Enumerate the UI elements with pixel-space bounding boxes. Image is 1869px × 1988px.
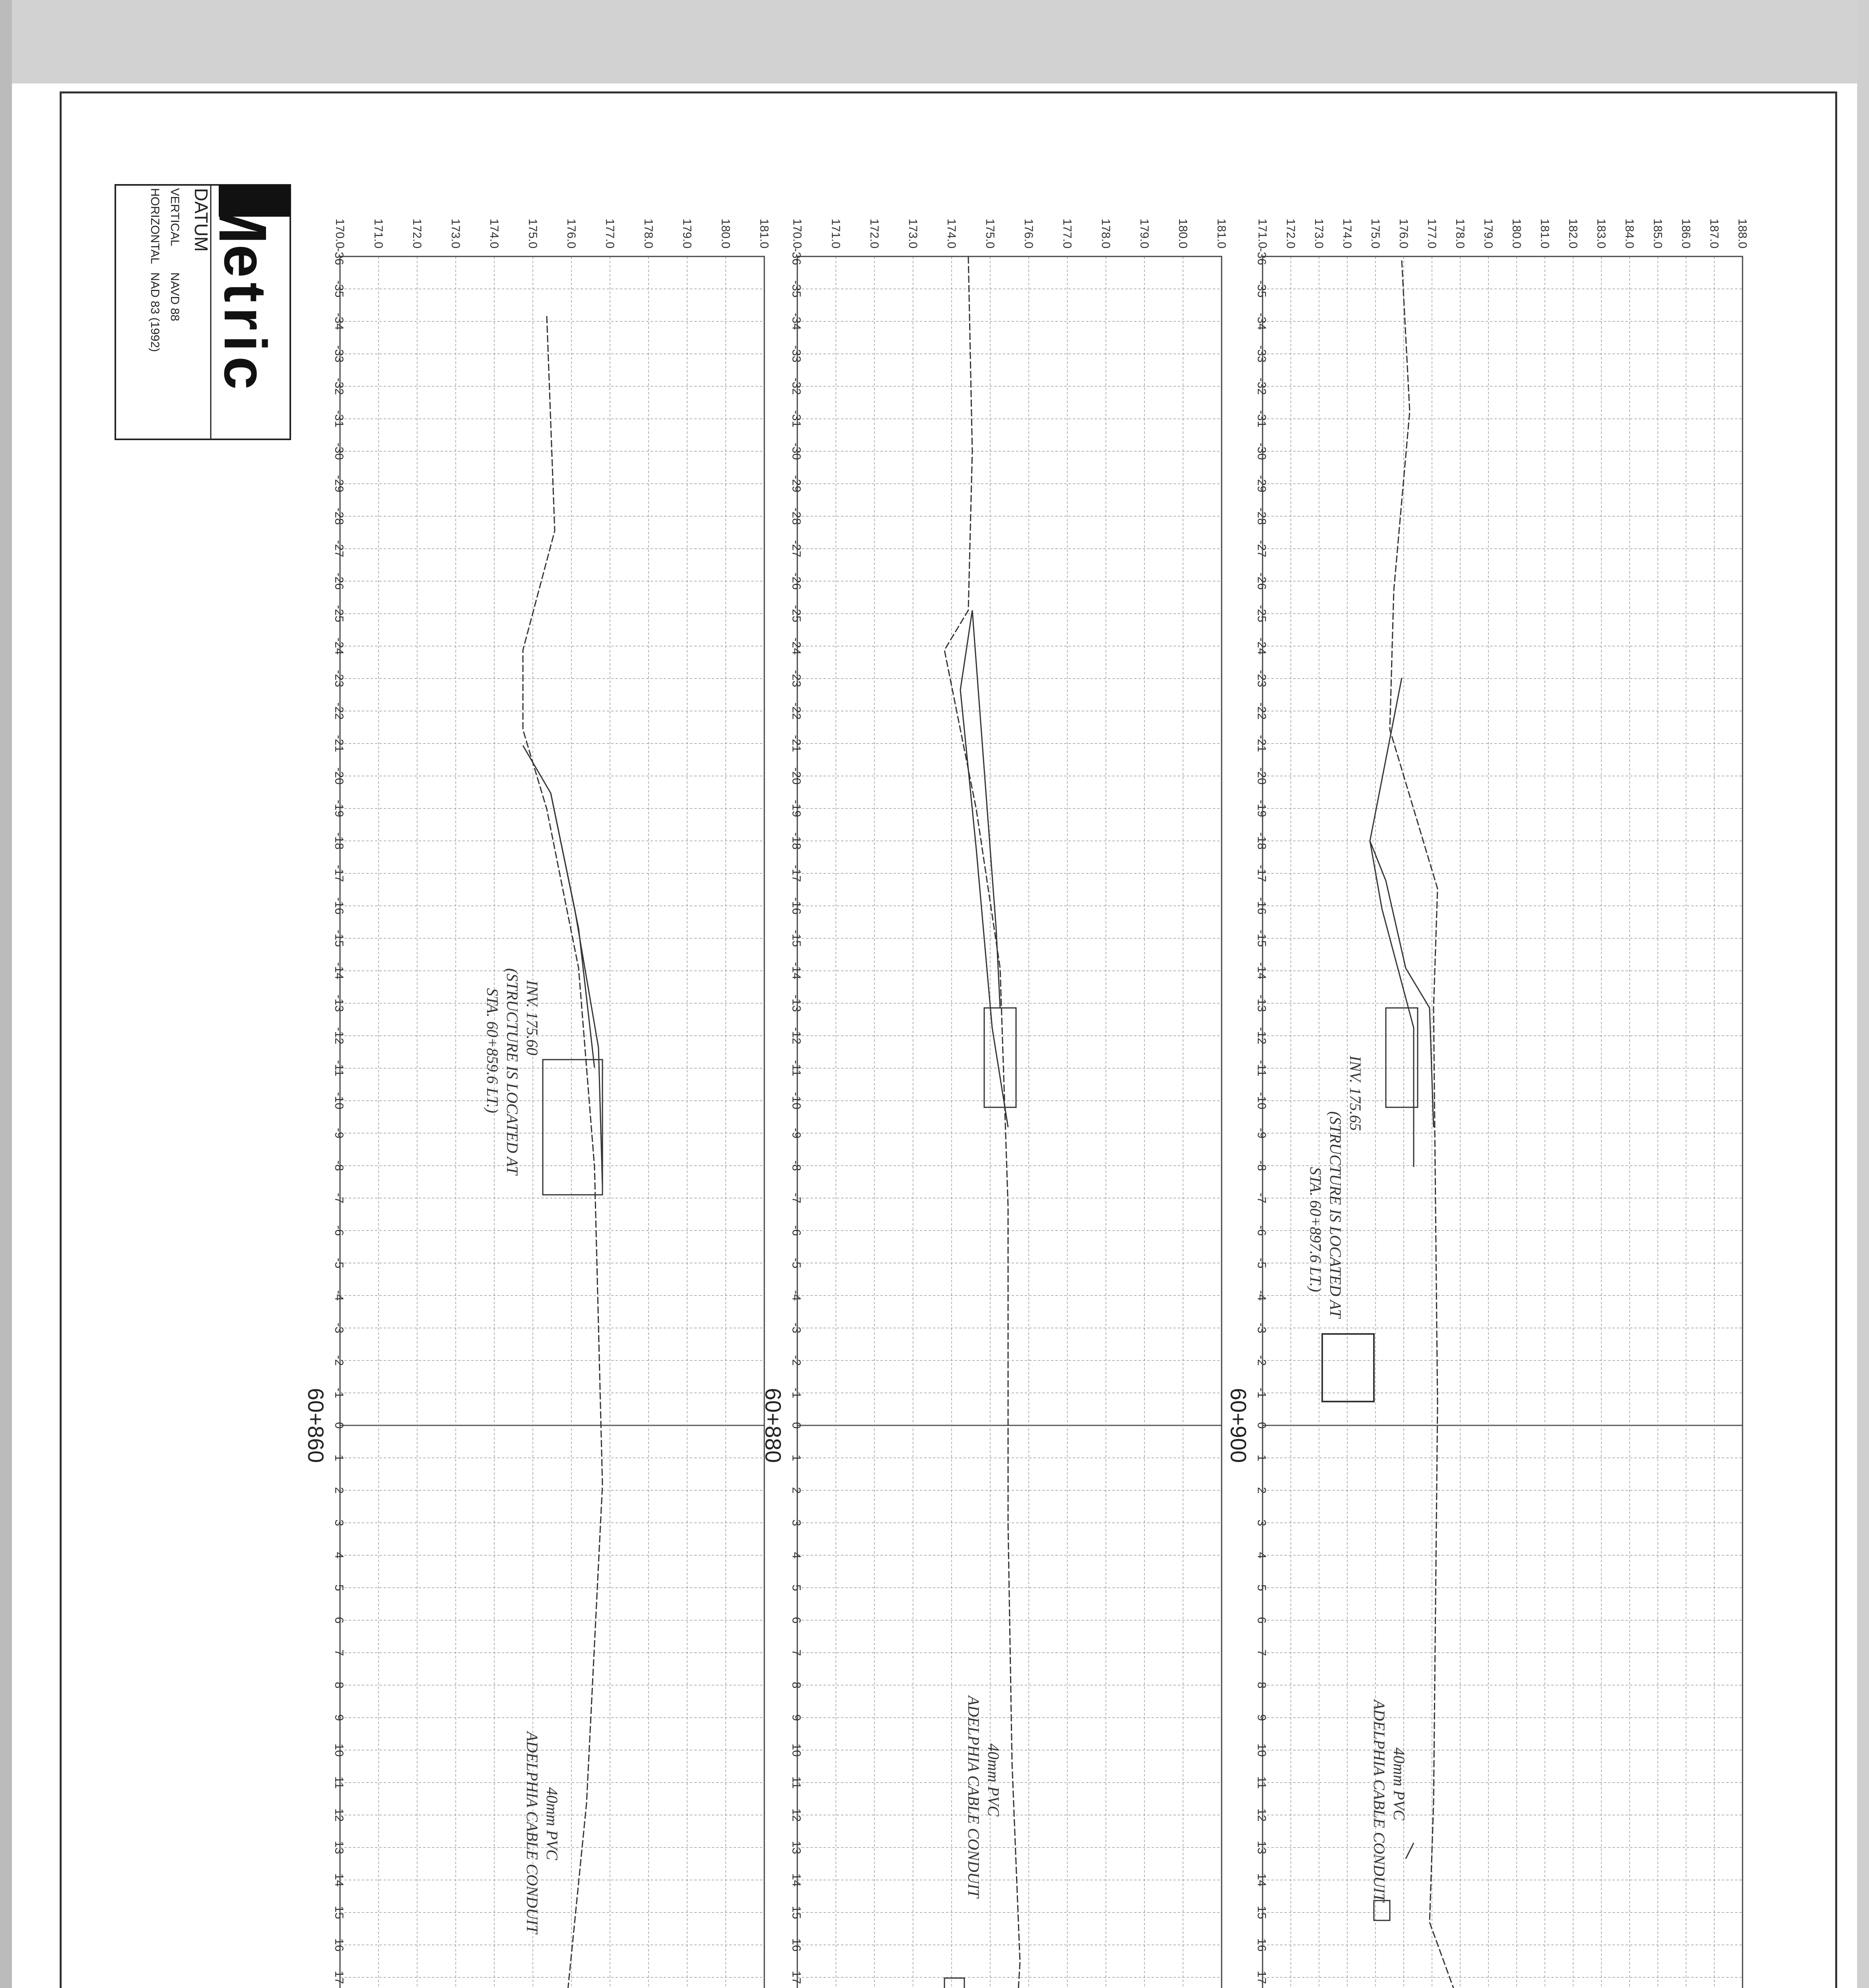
elevation-label: 177.0 bbox=[603, 218, 616, 248]
offset-label: 0 bbox=[332, 1422, 346, 1429]
inv-note-60900: INV. 175.65 bbox=[1346, 1056, 1364, 1131]
offset-label: 9 bbox=[1255, 1714, 1268, 1721]
offset-label: -10 bbox=[790, 1092, 803, 1110]
drawing-sheet bbox=[60, 91, 1837, 1988]
offset-label: -24 bbox=[790, 637, 803, 655]
elevation-label: 174.0 bbox=[488, 218, 501, 248]
conduit-note-60900-line1: 40mm PVC bbox=[1390, 1747, 1408, 1821]
inv-note-60860: INV. 175.60 bbox=[523, 980, 541, 1056]
elevation-label: 172.0 bbox=[410, 218, 424, 248]
offset-label: -19 bbox=[332, 800, 346, 817]
offset-label: -29 bbox=[332, 475, 346, 493]
conduit-note-60880-line2: ADELPHIA CABLE CONDUIT bbox=[965, 1696, 983, 1898]
scan-border-left bbox=[0, 0, 12, 1988]
offset-label: -17 bbox=[1255, 864, 1268, 882]
offset-label: -8 bbox=[1255, 1160, 1268, 1171]
metric-logo-text: etric bbox=[212, 245, 279, 394]
offset-label: -18 bbox=[332, 832, 346, 850]
elevation-label: 179.0 bbox=[680, 218, 694, 248]
offset-label: 8 bbox=[790, 1681, 803, 1689]
offset-label: 7 bbox=[332, 1649, 346, 1656]
offset-label: 3 bbox=[332, 1519, 346, 1526]
conduit-note-60880-line1: 40mm PVC bbox=[985, 1743, 1002, 1817]
offset-label: -28 bbox=[790, 507, 803, 525]
offset-label: -7 bbox=[332, 1192, 346, 1204]
offset-label: -5 bbox=[332, 1258, 346, 1269]
structure-box-60880 bbox=[984, 1008, 1016, 1107]
elevation-label: 181.0 bbox=[1538, 218, 1551, 248]
offset-label: -18 bbox=[1255, 832, 1268, 850]
offset-label: 8 bbox=[1255, 1681, 1268, 1689]
datum-vertical-value: NAVD 88 bbox=[168, 272, 181, 321]
offset-label: -30 bbox=[1255, 443, 1268, 460]
offset-label: 17 bbox=[1255, 1971, 1268, 1984]
offset-label: 0 bbox=[790, 1422, 803, 1429]
offset-label: -27 bbox=[1255, 540, 1268, 557]
offset-label: -13 bbox=[790, 994, 803, 1012]
offset-label: -23 bbox=[1255, 670, 1268, 687]
offset-labels-60860 bbox=[332, 248, 346, 1988]
offset-label: 15 bbox=[1255, 1906, 1268, 1919]
offset-label: 12 bbox=[1255, 1808, 1268, 1822]
panel-60880-notes bbox=[889, 1695, 1002, 1988]
offset-label: 13 bbox=[332, 1840, 346, 1854]
elevation-label: 170.0 bbox=[333, 218, 346, 248]
elevation-label: 176.0 bbox=[565, 218, 578, 248]
elevation-label: 184.0 bbox=[1623, 218, 1636, 248]
offset-label: -31 bbox=[332, 410, 346, 428]
offset-label: -6 bbox=[332, 1225, 346, 1236]
elevation-label: 180.0 bbox=[1176, 218, 1189, 248]
conduit-note-60860-line1: 40mm PVC bbox=[543, 1787, 561, 1860]
conduit-note-60860-line2: ADELPHIA CABLE CONDUIT bbox=[523, 1732, 541, 1934]
elevation-label: 177.0 bbox=[1061, 218, 1074, 248]
elevation-label: 173.0 bbox=[1312, 218, 1325, 248]
offset-label: 11 bbox=[332, 1776, 346, 1789]
datum-horizontal-label: HORIZONTAL bbox=[148, 188, 161, 264]
datum-block bbox=[115, 185, 290, 439]
elevation-label: 186.0 bbox=[1679, 218, 1692, 248]
grid-60860 bbox=[340, 256, 764, 1988]
elevation-label: 174.0 bbox=[945, 218, 958, 248]
datum-title: DATUM bbox=[191, 188, 212, 252]
offset-label: -24 bbox=[332, 637, 346, 655]
offset-label: 2 bbox=[790, 1487, 803, 1494]
offset-label: -20 bbox=[332, 767, 346, 785]
offset-label: -9 bbox=[790, 1128, 803, 1139]
elevation-label: 174.0 bbox=[1341, 218, 1354, 248]
offset-label: -23 bbox=[790, 670, 803, 687]
offset-label: 13 bbox=[790, 1840, 803, 1854]
offset-label: 14 bbox=[790, 1873, 803, 1887]
panel-60900-notes bbox=[1307, 1055, 1628, 1988]
offset-label: -25 bbox=[332, 605, 346, 623]
offset-label: -17 bbox=[332, 864, 346, 882]
elevation-label: 178.0 bbox=[1099, 218, 1112, 248]
elevation-label: 171.0 bbox=[1256, 218, 1269, 248]
offset-label: -35 bbox=[1255, 280, 1268, 298]
offset-label: 3 bbox=[1255, 1519, 1268, 1526]
conduit-box-60880 bbox=[944, 1978, 964, 1988]
elevation-label: 183.0 bbox=[1595, 218, 1608, 248]
offset-label: -15 bbox=[790, 930, 803, 947]
elevation-label: 185.0 bbox=[1651, 218, 1664, 248]
offset-label: -33 bbox=[1255, 345, 1268, 363]
offset-label: -22 bbox=[332, 702, 346, 720]
offset-label: -16 bbox=[790, 897, 803, 915]
elevation-label: 182.0 bbox=[1566, 218, 1580, 248]
offset-label: 10 bbox=[1255, 1743, 1268, 1757]
elevation-label: 180.0 bbox=[719, 218, 732, 248]
elevation-label: 175.0 bbox=[526, 218, 539, 248]
offset-label: 9 bbox=[332, 1714, 346, 1721]
offset-labels-60880 bbox=[790, 248, 803, 1988]
elevation-label: 173.0 bbox=[449, 218, 462, 248]
offset-label: -25 bbox=[790, 605, 803, 623]
offset-label: -26 bbox=[790, 572, 803, 590]
offset-label: -14 bbox=[1255, 962, 1268, 980]
station-label-60880: 60+880 bbox=[761, 1388, 786, 1463]
offset-label: 14 bbox=[332, 1873, 346, 1887]
elevation-label: 188.0 bbox=[1736, 218, 1749, 248]
offset-label: -2 bbox=[790, 1355, 803, 1366]
offset-label: 10 bbox=[332, 1743, 346, 1757]
grid-60880 bbox=[797, 256, 1222, 1988]
elevation-label: 175.0 bbox=[983, 218, 997, 248]
existing-surface-60880 bbox=[972, 610, 1000, 1008]
offset-label: -19 bbox=[1255, 800, 1268, 817]
elevation-label: 175.0 bbox=[1369, 218, 1382, 248]
elevation-label: 180.0 bbox=[1510, 218, 1523, 248]
offset-label: -8 bbox=[332, 1160, 346, 1171]
offset-label: -11 bbox=[790, 1060, 803, 1077]
offset-label: -1 bbox=[332, 1387, 346, 1398]
offset-label: -36 bbox=[1255, 248, 1268, 265]
offset-label: -32 bbox=[332, 377, 346, 395]
offset-label: -14 bbox=[332, 962, 346, 980]
offset-label: -3 bbox=[1255, 1322, 1268, 1334]
offset-label: 12 bbox=[332, 1808, 346, 1822]
offset-label: -3 bbox=[790, 1322, 803, 1334]
conduit-note-60900-line2: ADELPHIA CABLE CONDUIT bbox=[1370, 1700, 1388, 1902]
offset-label: 5 bbox=[790, 1584, 803, 1591]
offset-label: -20 bbox=[790, 767, 803, 785]
offset-label: -21 bbox=[1255, 735, 1268, 752]
offset-label: -33 bbox=[790, 345, 803, 363]
offset-label: -31 bbox=[790, 410, 803, 428]
offset-label: 11 bbox=[1255, 1776, 1268, 1789]
elevation-label: 171.0 bbox=[829, 218, 842, 248]
offset-label: 7 bbox=[1255, 1649, 1268, 1656]
offset-label: -36 bbox=[332, 248, 346, 265]
offset-label: -35 bbox=[332, 280, 346, 298]
offset-label: 6 bbox=[332, 1617, 346, 1624]
elevation-labels-60880 bbox=[791, 219, 1228, 1988]
offset-label: -4 bbox=[332, 1290, 346, 1301]
offset-label: 16 bbox=[1255, 1938, 1268, 1952]
offset-label: -23 bbox=[332, 670, 346, 687]
elevation-label: 187.0 bbox=[1708, 218, 1721, 248]
offset-label: -35 bbox=[790, 280, 803, 298]
elevation-label: 176.0 bbox=[1022, 218, 1035, 248]
offset-label: -24 bbox=[1255, 637, 1268, 655]
conduit-box-60900 bbox=[1374, 1901, 1390, 1920]
offset-label: -21 bbox=[332, 735, 346, 752]
elevation-label: 178.0 bbox=[1453, 218, 1467, 248]
cross-section-drawing bbox=[62, 93, 1835, 1988]
offset-label: -7 bbox=[1255, 1192, 1268, 1204]
offset-label: -8 bbox=[790, 1160, 803, 1171]
offset-label: -27 bbox=[790, 540, 803, 557]
offset-label: 15 bbox=[332, 1906, 346, 1919]
offset-label: -14 bbox=[790, 962, 803, 980]
offset-label: -18 bbox=[790, 832, 803, 850]
offset-label: 5 bbox=[1255, 1584, 1268, 1591]
offset-label: 4 bbox=[790, 1552, 803, 1559]
offset-label: -3 bbox=[332, 1322, 346, 1334]
scan-border-right bbox=[1857, 0, 1869, 1988]
station-label-60900: 60+900 bbox=[1226, 1388, 1251, 1463]
structure-note-60860-line1: (STRUCTURE IS LOCATED AT bbox=[503, 968, 521, 1175]
offset-label: -29 bbox=[790, 475, 803, 493]
offset-label: -25 bbox=[1255, 605, 1268, 623]
offset-label: -2 bbox=[332, 1355, 346, 1366]
offset-labels-60900 bbox=[1255, 248, 1268, 1988]
metric-logo-m-letter: M bbox=[205, 188, 280, 245]
offset-label: 0 bbox=[1255, 1422, 1268, 1429]
offset-label: 5 bbox=[332, 1584, 346, 1591]
offset-label: -20 bbox=[1255, 767, 1268, 785]
structure-note-60860-line2: STA. 60+859.6 LT.) bbox=[484, 988, 501, 1113]
elevation-label: 170.0 bbox=[791, 218, 804, 248]
offset-label: -4 bbox=[1255, 1290, 1268, 1301]
offset-label: 7 bbox=[790, 1649, 803, 1656]
elevation-label: 172.0 bbox=[868, 218, 881, 248]
elevation-label: 172.0 bbox=[1284, 218, 1297, 248]
elevation-label: 179.0 bbox=[1138, 218, 1151, 248]
structure-note-60900-line1: (STRUCTURE IS LOCATED AT bbox=[1327, 1111, 1344, 1318]
elevation-label: 181.0 bbox=[1215, 218, 1228, 248]
elevation-labels-60900 bbox=[1256, 219, 1749, 1988]
offset-label: -28 bbox=[1255, 507, 1268, 525]
offset-label: -1 bbox=[790, 1387, 803, 1398]
offset-label: -32 bbox=[790, 377, 803, 395]
offset-label: -34 bbox=[790, 313, 803, 330]
offset-label: -28 bbox=[332, 507, 346, 525]
offset-label: -30 bbox=[332, 443, 346, 460]
offset-label: 6 bbox=[1255, 1617, 1268, 1624]
offset-label: 9 bbox=[790, 1714, 803, 1721]
elevation-label: 171.0 bbox=[372, 218, 385, 248]
offset-label: -12 bbox=[1255, 1027, 1268, 1044]
offset-label: 8 bbox=[332, 1681, 346, 1689]
offset-label: -16 bbox=[332, 897, 346, 915]
elevation-label: 173.0 bbox=[906, 218, 919, 248]
offset-label: -26 bbox=[1255, 572, 1268, 590]
offset-label: -17 bbox=[790, 864, 803, 882]
elevation-label: 181.0 bbox=[758, 218, 771, 248]
offset-label: -10 bbox=[1255, 1092, 1268, 1110]
offset-label: -6 bbox=[790, 1225, 803, 1236]
offset-label: 17 bbox=[332, 1971, 346, 1984]
elevation-label: 178.0 bbox=[642, 218, 655, 248]
offset-label: -1 bbox=[1255, 1387, 1268, 1398]
offset-label: -9 bbox=[332, 1128, 346, 1139]
offset-label: 17 bbox=[790, 1971, 803, 1984]
scan-border-top bbox=[0, 0, 1869, 83]
offset-label: 15 bbox=[790, 1906, 803, 1919]
offset-label: 3 bbox=[790, 1519, 803, 1526]
offset-label: -34 bbox=[1255, 313, 1268, 330]
offset-label: 1 bbox=[332, 1454, 346, 1462]
offset-label: 16 bbox=[332, 1938, 346, 1952]
offset-label: -12 bbox=[790, 1027, 803, 1044]
offset-label: 16 bbox=[790, 1938, 803, 1952]
elevation-label: 179.0 bbox=[1482, 218, 1495, 248]
offset-label: 1 bbox=[1255, 1454, 1268, 1462]
offset-label: -22 bbox=[790, 702, 803, 720]
offset-label: -33 bbox=[332, 345, 346, 363]
offset-label: -22 bbox=[1255, 702, 1268, 720]
offset-label: -15 bbox=[1255, 930, 1268, 947]
offset-label: -15 bbox=[332, 930, 346, 947]
offset-label: -27 bbox=[332, 540, 346, 557]
elevation-labels-60860 bbox=[333, 219, 771, 1988]
offset-label: -2 bbox=[1255, 1355, 1268, 1366]
offset-label: 11 bbox=[790, 1776, 803, 1789]
offset-label: 14 bbox=[1255, 1873, 1268, 1887]
panel-60860-notes bbox=[447, 968, 561, 1988]
offset-label: -34 bbox=[332, 313, 346, 330]
offset-label: 12 bbox=[790, 1808, 803, 1822]
offset-label: -10 bbox=[332, 1092, 346, 1110]
elevation-label: 176.0 bbox=[1397, 218, 1410, 248]
offset-label: -11 bbox=[1255, 1060, 1268, 1077]
offset-label: -4 bbox=[790, 1290, 803, 1301]
offset-label: -16 bbox=[1255, 897, 1268, 915]
offset-label: 4 bbox=[1255, 1552, 1268, 1559]
elevation-label: 177.0 bbox=[1425, 218, 1438, 248]
offset-label: 6 bbox=[790, 1617, 803, 1624]
datum-horizontal-value: NAD 83 (1992) bbox=[148, 272, 161, 352]
station-label-60860: 60+860 bbox=[303, 1388, 328, 1463]
offset-label: 1 bbox=[790, 1454, 803, 1462]
grids-layer bbox=[340, 256, 1743, 1988]
offset-label: -13 bbox=[332, 994, 346, 1012]
offset-label: -26 bbox=[332, 572, 346, 590]
proposed-line-60900 bbox=[1370, 678, 1414, 1167]
offset-label: -5 bbox=[790, 1258, 803, 1269]
offset-label: -19 bbox=[790, 800, 803, 817]
offset-label: 2 bbox=[332, 1487, 346, 1494]
existing-surface-60860 bbox=[551, 793, 595, 1068]
offset-label: -32 bbox=[1255, 377, 1268, 395]
offset-label: 10 bbox=[790, 1743, 803, 1757]
structure-box-60860 bbox=[543, 1060, 602, 1195]
offset-label: 4 bbox=[332, 1552, 346, 1559]
drainage-box-60900 bbox=[1322, 1334, 1374, 1402]
offset-label: -6 bbox=[1255, 1225, 1268, 1236]
offset-label: -12 bbox=[332, 1027, 346, 1044]
offset-label: -9 bbox=[1255, 1128, 1268, 1139]
offset-label: 13 bbox=[1255, 1840, 1268, 1854]
structure-note-60900-line2: STA. 60+897.6 LT.) bbox=[1307, 1167, 1325, 1292]
offset-label: -13 bbox=[1255, 994, 1268, 1012]
offset-label: 2 bbox=[1255, 1487, 1268, 1494]
offset-label: -21 bbox=[790, 735, 803, 752]
offset-label: -29 bbox=[1255, 475, 1268, 493]
offset-label: -36 bbox=[790, 248, 803, 265]
offset-label: -7 bbox=[790, 1192, 803, 1204]
offset-label: -31 bbox=[1255, 410, 1268, 428]
offset-label: -5 bbox=[1255, 1258, 1268, 1269]
offset-label: -30 bbox=[790, 443, 803, 460]
offset-label: -11 bbox=[332, 1060, 346, 1077]
datum-vertical-label: VERTICAL bbox=[168, 188, 181, 247]
